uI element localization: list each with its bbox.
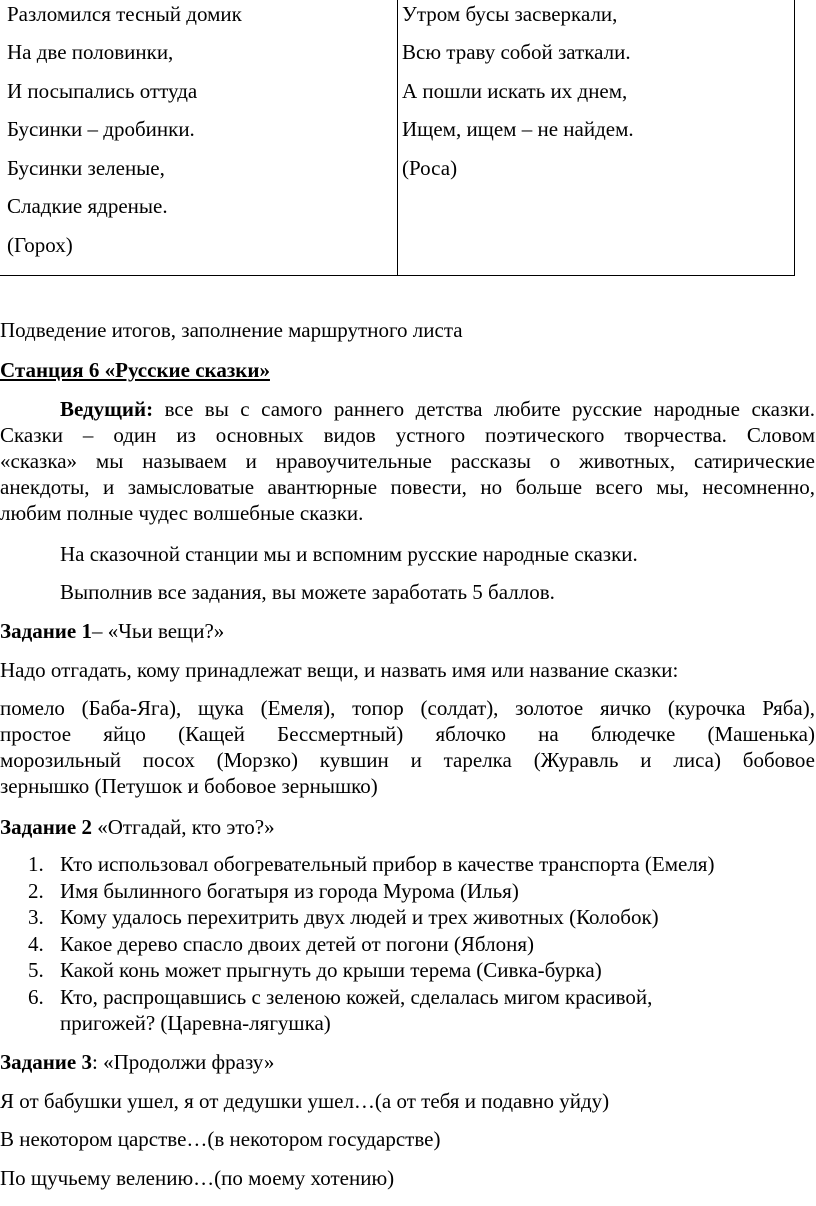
task1-heading (0, 619, 224, 643)
riddle-right-line: А пошли искать их днем, (402, 79, 628, 103)
host-line: «сказка» мы называем и нравоучительные рассказы о животных, сатирические (0, 449, 815, 473)
riddle-left-line: Разломился тесный домик (7, 2, 242, 26)
task1-answer-line: простое яйцо (Кащей Бессмертный) яблочко на блюдечке (Машенька) (0, 722, 815, 746)
riddle-right-line: Утром бусы засверкали, (402, 2, 618, 26)
station-heading-text: Станция 6 «Русские сказки» (0, 358, 270, 382)
host-label: Ведущий: (60, 397, 154, 421)
task1-label: Задание 1 (0, 619, 92, 643)
task3-label: Задание 3 (0, 1050, 92, 1074)
riddle-left-line: Сладкие ядреные. (7, 194, 168, 218)
riddle-answer: (Горох) (7, 233, 73, 257)
task3-line: По щучьему велению…(по моему хотению) (0, 1166, 395, 1190)
host-line: анекдоты, и замысловатые авантюрные повести, но больше всего мы, несомненно, (0, 475, 815, 499)
task1-title: – «Чьи вещи?» (91, 619, 225, 643)
task1-answer-line: помело (Баба-Яга), щука (Емеля), топор (солдат), золотое яичко (курочка Ряба), (0, 696, 815, 720)
task1-answer-line: морозильный посох (Морзко) кувшин и тарелка (Журавль и лиса) бобовое (0, 748, 815, 772)
host-line: любим полные чудес волшебные сказки. (0, 501, 364, 525)
task2-heading (0, 815, 275, 839)
task2-label: Задание 2 (0, 815, 92, 839)
host-line: Сказки – один из основных видов устного поэтического творчества. Словом (0, 423, 815, 447)
riddle-answer: (Роса) (402, 156, 458, 180)
station-heading (0, 358, 270, 382)
task1-instruction: Надо отгадать, кому принадлежат вещи, и назвать имя или название сказки: (0, 658, 679, 682)
task1-answer-line: зернышко (Петушок и бобовое зернышко) (0, 774, 378, 798)
riddle-left-line: И посыпались оттуда (7, 79, 198, 103)
intro-line: На сказочной станции мы и вспомним русские народные сказки. (60, 542, 638, 566)
task3-heading (0, 1050, 274, 1074)
riddle-left-line: Бусинки зеленые, (7, 156, 165, 180)
task3-line: В некотором царстве…(в некотором государстве) (0, 1127, 441, 1151)
riddle-left-line: На две половинки, (7, 40, 174, 64)
task3-title: : «Продолжи фразу» (91, 1050, 275, 1074)
riddle-right-line: Ищем, ищем – не найдем. (402, 117, 634, 141)
riddle-left-line: Бусинки – дробинки. (7, 117, 195, 141)
task3-line: Я от бабушки ушел, я от дедушки ушел…(а от тебя и подавно уйду) (0, 1089, 610, 1113)
host-paragraph (0, 396, 815, 526)
intro-line: Выполнив все задания, вы можете заработать 5 баллов. (60, 580, 555, 604)
task1-answers (0, 695, 815, 799)
task2-title: «Отгадай, кто это?» (91, 815, 275, 839)
summary-line: Подведение итогов, заполнение маршрутного листа (0, 318, 463, 342)
riddle-right-line: Всю траву собой заткали. (402, 40, 631, 64)
host-line: Ведущий: все вы с самого раннего детства любите русские народные сказки. (60, 397, 815, 421)
